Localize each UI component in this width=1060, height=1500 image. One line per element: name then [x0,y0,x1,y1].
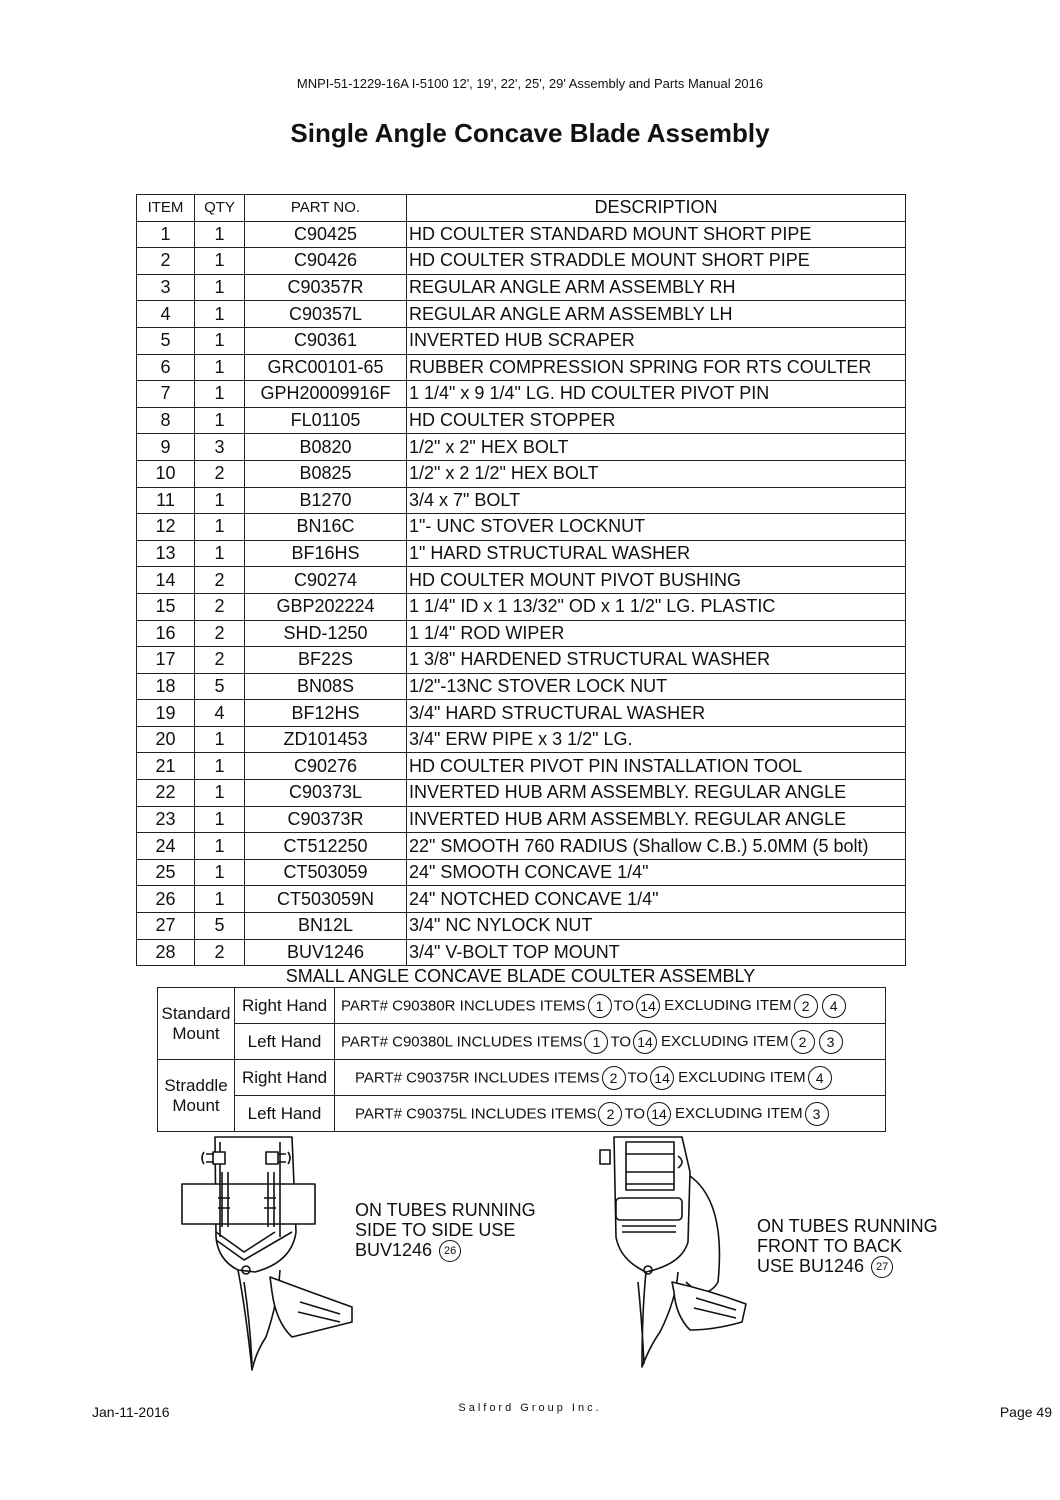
kit-excluding-text: EXCLUDING ITEM [675,1105,803,1122]
cell-item: 9 [137,434,195,461]
parts-table-header-row [137,195,906,222]
cell-item: 27 [137,913,195,940]
table-row [137,859,906,886]
cell-qty: 1 [195,780,245,807]
table-row [137,780,906,807]
kit-hand: Left Hand [235,1024,335,1060]
cell-item: 3 [137,274,195,301]
kit-description [335,1024,886,1060]
cell-item: 10 [137,460,195,487]
cell-qty: 2 [195,567,245,594]
column-header-item: ITEM [137,195,195,222]
cell-qty: 1 [195,886,245,913]
cell-qty: 1 [195,221,245,248]
table-row [137,620,906,647]
cell-qty: 1 [195,859,245,886]
cell-part-no: BN12L [245,913,407,940]
cell-description: 1 3/8" HARDENED STRUCTURAL WASHER [407,647,906,674]
note-part-number: USE BU1246 [757,1256,865,1276]
cell-part-no: CT503059 [245,859,407,886]
side-to-side-note [355,1200,536,1262]
cell-description: HD COULTER STRADDLE MOUNT SHORT PIPE [407,248,906,275]
cell-qty: 2 [195,939,245,966]
table-row [137,514,906,541]
cell-part-no: SHD-1250 [245,620,407,647]
item-reference-circle: 2 [602,1066,626,1090]
cell-description: INVERTED HUB SCRAPER [407,327,906,354]
kit-to-word: TO [627,1069,649,1086]
cell-qty: 2 [195,620,245,647]
coulter-front-to-back-illustration [586,1132,766,1382]
table-row [137,886,906,913]
column-header-part-no: PART NO. [245,195,407,222]
item-reference-circle: 14 [633,1030,657,1054]
item-reference-circle: 1 [588,994,612,1018]
cell-qty: 4 [195,700,245,727]
kit-part-text: PART# C90380L INCLUDES ITEMS [341,1033,583,1050]
cell-part-no: BUV1246 [245,939,407,966]
cell-item: 19 [137,700,195,727]
item-reference-circle: 2 [791,1030,815,1054]
cell-description: HD COULTER MOUNT PIVOT BUSHING [407,567,906,594]
cell-item: 1 [137,221,195,248]
cell-description: HD COULTER STANDARD MOUNT SHORT PIPE [407,221,906,248]
cell-description: 1 1/4" x 9 1/4" LG. HD COULTER PIVOT PIN [407,381,906,408]
cell-part-no: BN16C [245,514,407,541]
cell-description: 3/4" NC NYLOCK NUT [407,913,906,940]
cell-description: HD COULTER STOPPER [407,407,906,434]
item-reference-circle: 2 [598,1102,622,1126]
cell-qty: 1 [195,274,245,301]
item-reference-circle: 14 [636,994,660,1018]
table-row [137,806,906,833]
table-row [137,913,906,940]
cell-qty: 2 [195,647,245,674]
table-row [137,248,906,275]
cell-description: 24" NOTCHED CONCAVE 1/4" [407,886,906,913]
cell-item: 6 [137,354,195,381]
cell-item: 22 [137,780,195,807]
cell-qty: 1 [195,301,245,328]
page-title: Single Angle Concave Blade Assembly [290,118,770,148]
cell-item: 23 [137,806,195,833]
cell-part-no: B1270 [245,487,407,514]
kit-description [335,1060,886,1096]
kit-group-name: Standard [161,1003,231,1023]
cell-item: 28 [137,939,195,966]
cell-item: 11 [137,487,195,514]
kit-to-word: TO [610,1033,632,1050]
cell-qty: 1 [195,753,245,780]
table-row [137,726,906,753]
kit-part-text: PART# C90380R INCLUDES ITEMS [341,997,586,1014]
cell-part-no: BF12HS [245,700,407,727]
cell-item: 17 [137,647,195,674]
kit-group-name: Straddle [164,1075,228,1095]
cell-item: 14 [137,567,195,594]
cell-qty: 1 [195,327,245,354]
cell-qty: 1 [195,407,245,434]
cell-description: 1" HARD STRUCTURAL WASHER [407,540,906,567]
item-reference-circle: 4 [822,994,846,1018]
cell-item: 24 [137,833,195,860]
kit-row [158,1024,886,1060]
table-row [137,327,906,354]
cell-item: 7 [137,381,195,408]
kit-excluding-text: EXCLUDING ITEM [678,1069,806,1086]
cell-part-no: C90357R [245,274,407,301]
table-row [137,221,906,248]
kit-to-word: TO [613,997,635,1014]
cell-qty: 1 [195,248,245,275]
table-row [137,274,906,301]
kit-caption: SMALL ANGLE CONCAVE BLADE COULTER ASSEMBLY [285,966,756,986]
item-reference-circle: 14 [650,1066,674,1090]
cell-part-no: C90373R [245,806,407,833]
cell-qty: 3 [195,434,245,461]
table-row [137,593,906,620]
cell-item: 18 [137,673,195,700]
table-row [137,301,906,328]
cell-part-no: BF16HS [245,540,407,567]
table-row [137,487,906,514]
cell-description: 22" SMOOTH 760 RADIUS (Shallow C.B.) 5.0MM (5 bolt) [407,833,906,860]
kit-row [158,1096,886,1132]
cell-item: 25 [137,859,195,886]
note-part-number: BUV1246 [355,1240,433,1260]
kit-group-name: Mount [172,1095,220,1115]
cell-part-no: BN08S [245,673,407,700]
kit-excluding-text: EXCLUDING ITEM [664,997,792,1014]
cell-description: 3/4" HARD STRUCTURAL WASHER [407,700,906,727]
cell-part-no: C90426 [245,248,407,275]
cell-part-no: ZD101453 [245,726,407,753]
cell-description: 1/2" x 2 1/2" HEX BOLT [407,460,906,487]
item-reference-circle: 14 [647,1102,671,1126]
cell-part-no: GBP202224 [245,593,407,620]
kit-part-text: PART# C90375L INCLUDES ITEMS [355,1105,597,1122]
cell-qty: 2 [195,593,245,620]
parts-table [136,194,906,966]
item-reference-circle: 3 [805,1102,829,1126]
note-line [757,1256,938,1278]
cell-description: REGULAR ANGLE ARM ASSEMBLY LH [407,301,906,328]
table-row [137,673,906,700]
cell-qty: 1 [195,354,245,381]
cell-item: 15 [137,593,195,620]
kit-excluding-text: EXCLUDING ITEM [661,1033,789,1050]
item-reference-circle: 2 [794,994,818,1018]
cell-qty: 1 [195,540,245,567]
cell-part-no: GPH20009916F [245,381,407,408]
cell-description: REGULAR ANGLE ARM ASSEMBLY RH [407,274,906,301]
cell-part-no: BF22S [245,647,407,674]
cell-item: 21 [137,753,195,780]
cell-part-no: CT512250 [245,833,407,860]
item-reference-circle: 1 [584,1030,608,1054]
cell-part-no: C90357L [245,301,407,328]
kit-row [158,988,886,1024]
item-reference-circle: 27 [871,1256,893,1278]
kit-description [335,1096,886,1132]
kit-row [158,1060,886,1096]
table-row [137,939,906,966]
cell-part-no: CT503059N [245,886,407,913]
cell-description: 1 1/4" ROD WIPER [407,620,906,647]
cell-qty: 5 [195,913,245,940]
cell-item: 12 [137,514,195,541]
cell-item: 20 [137,726,195,753]
cell-part-no: B0825 [245,460,407,487]
document-reference-header: MNPI-51-1229-16A I-5100 12', 19', 22', 25', 29' Assembly and Parts Manual 2016 [296,76,764,91]
cell-item: 5 [137,327,195,354]
footer-date: Jan-11-2016 [92,1404,170,1420]
cell-description: INVERTED HUB ARM ASSEMBLY. REGULAR ANGLE [407,806,906,833]
kit-description [335,988,886,1024]
footer-company: Salford Group Inc. [458,1402,602,1414]
cell-item: 2 [137,248,195,275]
cell-qty: 1 [195,487,245,514]
front-to-back-note [757,1216,938,1278]
kit-hand: Right Hand [235,1060,335,1096]
cell-description: 1 1/4" ID x 1 13/32" OD x 1 1/2" LG. PLASTIC [407,593,906,620]
cell-qty: 1 [195,726,245,753]
item-reference-circle: 26 [439,1240,461,1262]
note-line [355,1240,536,1262]
kit-group-label [158,988,235,1060]
cell-description: 1/2"-13NC STOVER LOCK NUT [407,673,906,700]
cell-qty: 1 [195,833,245,860]
cell-item: 8 [137,407,195,434]
cell-description: 3/4" V-BOLT TOP MOUNT [407,939,906,966]
cell-qty: 1 [195,381,245,408]
table-row [137,460,906,487]
kit-hand: Right Hand [235,988,335,1024]
cell-part-no: C90373L [245,780,407,807]
cell-part-no: C90425 [245,221,407,248]
kit-to-word: TO [624,1105,646,1122]
coulter-side-to-side-illustration [180,1132,360,1382]
kit-part-text: PART# C90375R INCLUDES ITEMS [355,1069,600,1086]
table-row [137,833,906,860]
table-row [137,753,906,780]
cell-part-no: C90361 [245,327,407,354]
cell-qty: 5 [195,673,245,700]
kit-group-label [158,1060,235,1132]
column-header-description: DESCRIPTION [407,195,906,222]
cell-description: 3/4 x 7" BOLT [407,487,906,514]
cell-item: 16 [137,620,195,647]
cell-description: 24" SMOOTH CONCAVE 1/4" [407,859,906,886]
cell-part-no: B0820 [245,434,407,461]
kit-hand: Left Hand [235,1096,335,1132]
note-line: ON TUBES RUNNING [757,1216,938,1236]
note-line: SIDE TO SIDE USE [355,1220,516,1240]
cell-description: RUBBER COMPRESSION SPRING FOR RTS COULTER [407,354,906,381]
cell-qty: 2 [195,460,245,487]
cell-item: 4 [137,301,195,328]
table-row [137,434,906,461]
column-header-qty: QTY [195,195,245,222]
table-row [137,567,906,594]
cell-description: HD COULTER PIVOT PIN INSTALLATION TOOL [407,753,906,780]
table-row [137,700,906,727]
cell-description: INVERTED HUB ARM ASSEMBLY. REGULAR ANGLE [407,780,906,807]
cell-qty: 1 [195,806,245,833]
item-reference-circle: 3 [819,1030,843,1054]
table-row [137,381,906,408]
cell-part-no: GRC00101-65 [245,354,407,381]
cell-item: 26 [137,886,195,913]
note-line: FRONT TO BACK [757,1236,903,1256]
cell-qty: 1 [195,514,245,541]
table-row [137,407,906,434]
cell-description: 1"- UNC STOVER LOCKNUT [407,514,906,541]
cell-description: 1/2" x 2" HEX BOLT [407,434,906,461]
kit-group-name: Mount [172,1023,220,1043]
table-row [137,647,906,674]
footer-page-number: Page 49 [999,1404,1052,1420]
cell-part-no: FL01105 [245,407,407,434]
cell-part-no: C90274 [245,567,407,594]
item-reference-circle: 4 [808,1066,832,1090]
cell-item: 13 [137,540,195,567]
cell-description: 3/4" ERW PIPE x 3 1/2" LG. [407,726,906,753]
cell-part-no: C90276 [245,753,407,780]
kit-table [157,987,886,1132]
table-row [137,540,906,567]
table-row [137,354,906,381]
note-line: ON TUBES RUNNING [355,1200,536,1220]
